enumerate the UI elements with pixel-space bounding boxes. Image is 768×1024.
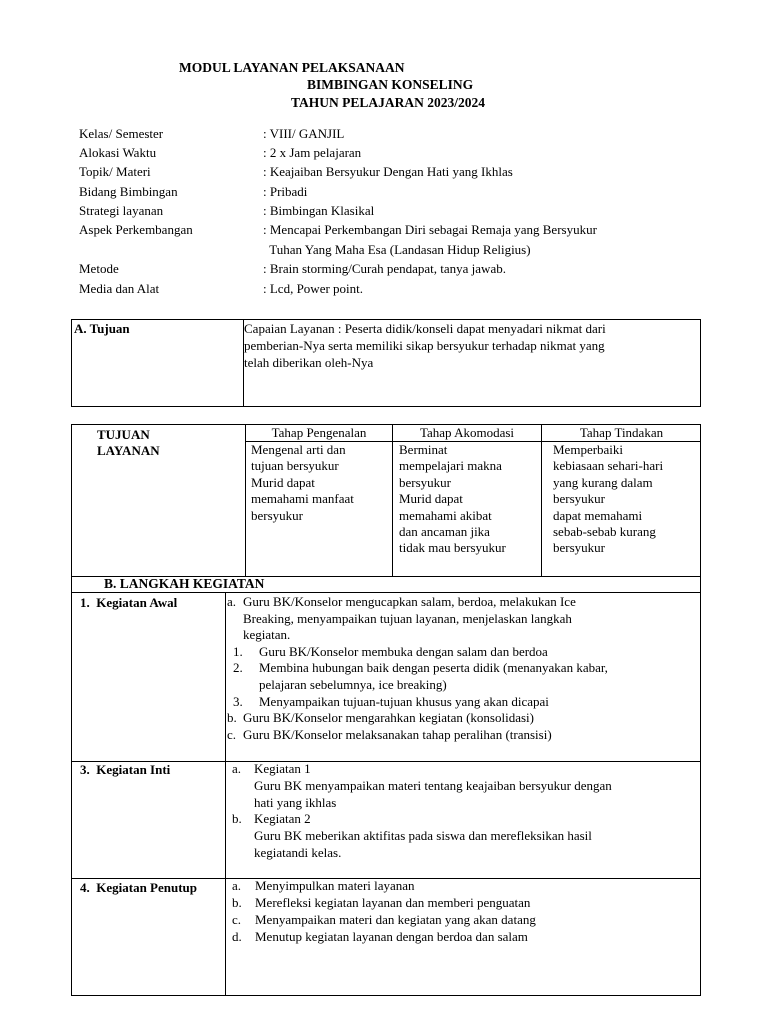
stage-header-akomodasi: Tahap Akomodasi: [419, 425, 515, 440]
col-divider: [392, 424, 393, 577]
kegiatan-inti-label: 3. Kegiatan Inti: [80, 762, 171, 777]
info-value: : Mencapai Perkembangan Diri sebagai Remaja yang Bersyukur: [263, 222, 597, 237]
info-label: Metode: [79, 261, 119, 276]
list-item-text: Guru BK/Konselor melaksanakan tahap peralihan (transisi): [243, 727, 552, 742]
stage-line: Murid dapat: [251, 474, 315, 490]
list-marker: 2.: [233, 660, 243, 675]
col-divider: [245, 424, 246, 577]
stage-line: tidak mau bersyukur: [399, 540, 506, 556]
stage-line: bersyukur: [251, 507, 303, 523]
info-label: Topik/ Materi: [79, 164, 151, 179]
list-marker: b.: [232, 811, 242, 826]
list-item-text: Kegiatan 2: [254, 811, 311, 826]
info-label: Media dan Alat: [79, 281, 160, 296]
kegiatan-awal-label: 1. Kegiatan Awal: [80, 595, 178, 610]
stage-line: dan ancaman jika: [399, 524, 490, 540]
list-item-text: Menyimpulkan materi layanan: [255, 878, 415, 893]
list-marker: a.: [227, 594, 237, 609]
list-item-text: Membina hubungan baik dengan peserta didik (menanyakan kabar,: [259, 660, 608, 675]
list-item-text: Guru BK/Konselor membuka dengan salam dan berdoa: [259, 643, 548, 659]
info-value: : VIII/ GANJIL: [263, 126, 345, 141]
tujuan-layanan-label: TUJUAN: [97, 427, 150, 442]
info-label: Aspek Perkembangan: [79, 222, 193, 237]
list-item-text: Menyampaikan tujuan-tujuan khusus yang akan dicapai: [259, 693, 549, 709]
stage-line: memahami akibat: [399, 507, 492, 523]
stage-cell-pengenalan: [251, 442, 354, 524]
list-item-text: Guru BK meberikan aktifitas pada siswa dan merefleksikan hasil: [254, 828, 592, 843]
info-label: Strategi layanan: [79, 203, 164, 218]
list-item-text: Breaking, menyampaikan tujuan layanan, menjelaskan langkah: [243, 610, 572, 626]
stage-header-pengenalan: Tahap Pengenalan: [271, 425, 367, 440]
stage-line: bersyukur: [553, 491, 605, 507]
list-item-text: Menyampaikan materi dan kegiatan yang akan datang: [255, 912, 536, 927]
stage-line: yang kurang dalam: [553, 474, 653, 490]
tujuan-line: pemberian-Nya serta memiliki sikap bersyukur terhadap nikmat yang: [244, 338, 605, 353]
info-value: Tuhan Yang Maha Esa (Landasan Hidup Religius): [263, 242, 531, 257]
list-item-text: Guru BK/Konselor mengucapkan salam, berdoa, melakukan Ice: [243, 594, 576, 609]
info-value: : Pribadi: [263, 184, 308, 199]
stage-line: Memperbaiki: [553, 442, 624, 457]
stage-line: sebab-sebab kurang: [553, 524, 656, 540]
tujuan-line: telah diberikan oleh-Nya: [244, 355, 374, 370]
stage-line: tujuan bersyukur: [251, 458, 339, 474]
langkah-heading: B. LANGKAH KEGIATAN: [104, 576, 265, 591]
stage-line: Berminat: [399, 442, 448, 457]
tujuan-line: Capaian Layanan : Peserta didik/konseli dapat menyadari nikmat dari: [244, 321, 606, 336]
info-value: : Bimbingan Klasikal: [263, 203, 375, 218]
list-marker: a.: [232, 761, 242, 776]
info-value: : 2 x Jam pelajaran: [263, 145, 362, 160]
list-item-text: kegiatan.: [243, 627, 291, 642]
list-item-text: Merefleksi kegiatan layanan dan memberi penguatan: [255, 895, 531, 910]
list-item-text: hati yang ikhlas: [254, 794, 337, 810]
col-divider: [541, 424, 542, 577]
list-item-text: pelajaran sebelumnya, ice breaking): [259, 677, 447, 692]
stage-line: dapat memahami: [553, 507, 643, 523]
stage-cell-tindakan: [553, 442, 663, 557]
stage-line: bersyukur: [399, 474, 451, 490]
doc-title-line1: MODUL LAYANAN PELAKSANAAN: [179, 60, 405, 75]
kegiatan-penutup-label: 4. Kegiatan Penutup: [80, 880, 198, 895]
stage-header-tindakan: Tahap Tindakan: [579, 425, 664, 440]
list-marker: b.: [227, 710, 237, 725]
info-label: Bidang Bimbingan: [79, 184, 178, 199]
list-marker: b.: [232, 895, 242, 910]
info-label: Alokasi Waktu: [79, 145, 157, 160]
activity-col-divider: [225, 592, 226, 996]
list-item-text: kegiatandi kelas.: [254, 845, 342, 860]
list-item-text: Menutup kegiatan layanan dengan berdoa dan salam: [255, 929, 528, 944]
tujuan-label: A. Tujuan: [74, 321, 130, 336]
list-marker: 3.: [233, 693, 243, 709]
stage-line: memahami manfaat: [251, 491, 354, 507]
stage-line: Murid dapat: [399, 491, 463, 507]
info-label: Kelas/ Semester: [79, 126, 164, 141]
list-item-text: Guru BK/Konselor mengarahkan kegiatan (konsolidasi): [243, 710, 534, 725]
doc-title-line2: BIMBINGAN KONSELING: [307, 77, 474, 92]
list-item-text: Guru BK menyampaikan materi tentang keajaiban bersyukur dengan: [254, 778, 612, 793]
list-marker: 1.: [233, 643, 243, 659]
list-item-text: Kegiatan 1: [254, 761, 311, 776]
info-value: : Keajaiban Bersyukur Dengan Hati yang Ikhlas: [263, 164, 513, 179]
list-marker: a.: [232, 878, 242, 893]
list-marker: c.: [227, 727, 237, 742]
list-marker: d.: [232, 929, 242, 944]
info-value: : Brain storming/Curah pendapat, tanya jawab.: [263, 261, 506, 276]
stage-line: kebiasaan sehari-hari: [553, 458, 664, 474]
doc-title-line3: TAHUN PELAJARAN 2023/2024: [291, 95, 486, 110]
section-divider: [71, 592, 701, 593]
stage-line: Mengenal arti dan: [251, 442, 346, 457]
list-item: [227, 594, 236, 611]
list-marker: c.: [232, 912, 242, 927]
tujuan-layanan-label: LAYANAN: [97, 443, 160, 458]
stage-line: bersyukur: [553, 540, 605, 556]
stage-line: mempelajari makna: [399, 458, 502, 474]
stage-cell-akomodasi: [399, 442, 506, 557]
info-value: : Lcd, Power point.: [263, 281, 364, 296]
